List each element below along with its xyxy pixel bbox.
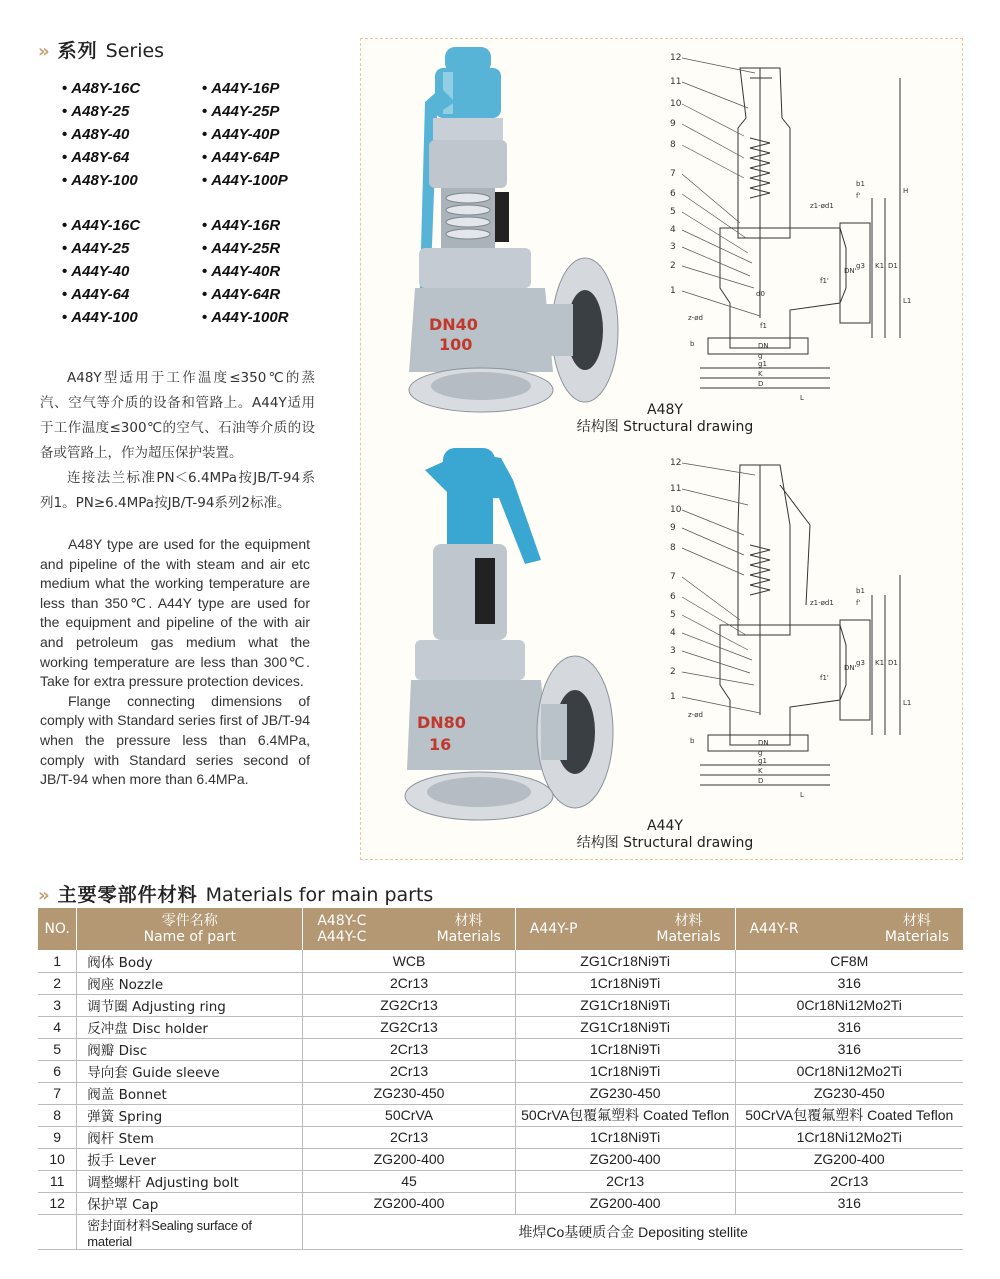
table-row [38, 1016, 963, 1038]
table-row [38, 1104, 963, 1126]
part-label: 8 [670, 140, 676, 150]
material-p: 2Cr13 [515, 1170, 735, 1192]
dim-label: DN' [844, 664, 857, 672]
col-no: NO. [38, 908, 77, 950]
material-r: 316 [735, 972, 963, 994]
series-item: • A44Y-64R [202, 284, 322, 306]
part-name: 阀瓣 Disc [77, 1038, 303, 1060]
materials-heading: » 主要零部件材料 Materials for main parts [38, 884, 434, 906]
dim-label: g1 [758, 360, 767, 368]
dim-label: g [758, 352, 763, 360]
table-header-row [38, 908, 963, 950]
en-paragraph: Flange connecting dimensions of comply with Standard series first of JB/T-94 when the pressure less than 6.4MPa, comply with Standard series second of JB/T-94 when more than 6.4MPa. [40, 692, 310, 788]
row-number: 2 [38, 972, 77, 994]
marking-size: DN40 [429, 315, 478, 334]
series-item: • A48Y-100 [62, 170, 202, 192]
material-c: 2Cr13 [303, 1038, 515, 1060]
material-c: 2Cr13 [303, 972, 515, 994]
part-name: 反冲盘 Disc holder [77, 1016, 303, 1038]
material-p: ZG200-400 [515, 1192, 735, 1214]
dim-label: f' [856, 599, 861, 607]
dim-label: DN' [844, 267, 857, 275]
dim-label: g1 [758, 757, 767, 765]
dim-label: D [758, 380, 764, 388]
material-c: 2Cr13 [303, 1060, 515, 1082]
part-label: 5 [670, 207, 676, 217]
part-name: 弹簧 Spring [77, 1104, 303, 1126]
sealing-value: 堆焊Co基硬质合金 Depositing stellite [303, 1214, 963, 1249]
part-label: 10 [670, 99, 682, 109]
dim-label: z1-ød1 [810, 202, 834, 210]
part-name: 调整螺杆 Adjusting bolt [77, 1170, 303, 1192]
sealing-row [38, 1214, 963, 1249]
series-item: • A44Y-16C [62, 215, 202, 237]
series-item: • A48Y-40 [62, 124, 202, 146]
part-label: 12 [670, 458, 682, 468]
dim-label: d0 [756, 290, 765, 298]
material-p: 50CrVA包覆氟塑料 Coated Teflon [515, 1104, 735, 1126]
part-label: 5 [670, 610, 676, 620]
series-item: • A44Y-40R [202, 261, 322, 283]
material-r: ZG230-450 [735, 1082, 963, 1104]
part-name: 扳手 Lever [77, 1148, 303, 1170]
caption-a44y [545, 818, 785, 852]
structural-drawing-a48y [660, 48, 950, 408]
dim-label: g3 [856, 659, 865, 667]
part-label: 8 [670, 543, 676, 553]
part-label: 7 [670, 169, 676, 179]
double-arrow-icon: » [38, 41, 50, 62]
dim-label: L1 [903, 699, 912, 707]
marking-pn: 100 [439, 335, 473, 354]
material-r: 316 [735, 1016, 963, 1038]
part-label: 6 [670, 592, 676, 602]
materials-table-body [38, 950, 963, 1249]
dim-label: f1' [820, 674, 829, 682]
part-label: 4 [670, 225, 676, 235]
material-r: 0Cr18Ni12Mo2Ti [735, 994, 963, 1016]
materials-table [38, 908, 963, 1250]
chinese-description [40, 366, 315, 516]
series-group-2 [62, 215, 322, 329]
table-row [38, 1170, 963, 1192]
table-row [38, 1082, 963, 1104]
col-p-materials: A44Y-P 材料 Materials [515, 908, 735, 950]
figure-caption: 结构图 Structural drawing [576, 835, 754, 851]
material-p: 1Cr18Ni9Ti [515, 972, 735, 994]
material-r: 2Cr13 [735, 1170, 963, 1192]
material-c: ZG2Cr13 [303, 994, 515, 1016]
material-p: ZG230-450 [515, 1082, 735, 1104]
zh-paragraph: 连接法兰标准PN＜6.4MPa按JB/T-94系列1。PN≥6.4MPa按JB/T-94系列2标准。 [40, 470, 315, 511]
dim-label: b [690, 737, 695, 745]
part-name: 导向套 Guide sleeve [77, 1060, 303, 1082]
series-item: • A44Y-100R [202, 307, 322, 329]
part-label: 1 [670, 692, 676, 702]
dim-label: D1 [888, 659, 898, 667]
material-r: 50CrVA包覆氟塑料 Coated Teflon [735, 1104, 963, 1126]
dim-label: K [758, 767, 763, 775]
part-label: 3 [670, 646, 676, 656]
series-item: • A44Y-25R [202, 238, 322, 260]
material-p: ZG1Cr18Ni9Ti [515, 950, 735, 972]
marking-size: DN80 [417, 713, 466, 732]
figure-model: A44Y [647, 818, 683, 834]
part-name: 调节圈 Adjusting ring [77, 994, 303, 1016]
dim-label: L [800, 791, 804, 799]
series-item: • A44Y-16R [202, 215, 322, 237]
material-r: 316 [735, 1192, 963, 1214]
part-name: 阀盖 Bonnet [77, 1082, 303, 1104]
row-number: 5 [38, 1038, 77, 1060]
material-c: ZG200-400 [303, 1192, 515, 1214]
part-name: 阀杆 Stem [77, 1126, 303, 1148]
sealing-name: 密封面材料Sealing surface of material [77, 1214, 303, 1249]
dim-label: L1 [903, 297, 912, 305]
english-description [40, 535, 310, 790]
material-c: ZG230-450 [303, 1082, 515, 1104]
row-number: 12 [38, 1192, 77, 1214]
valve-photo-a44y [395, 440, 620, 835]
series-item: • A44Y-25P [202, 101, 322, 123]
part-label: 1 [670, 286, 676, 296]
part-label: 2 [670, 667, 676, 677]
series-item: • A44Y-40P [202, 124, 322, 146]
part-label: 11 [670, 77, 682, 87]
dim-label: f1 [760, 322, 767, 330]
row-number: 9 [38, 1126, 77, 1148]
dim-label: z-ød [688, 711, 703, 719]
material-p: 1Cr18Ni9Ti [515, 1038, 735, 1060]
part-label: 3 [670, 242, 676, 252]
table-row [38, 950, 963, 972]
dim-label: z-ød [688, 314, 703, 322]
material-r: 1Cr18Ni12Mo2Ti [735, 1126, 963, 1148]
row-number: 3 [38, 994, 77, 1016]
dim-label: D [758, 777, 764, 785]
series-heading: » 系列 Series [38, 40, 165, 62]
part-label: 9 [670, 119, 676, 129]
structural-drawing-a44y [660, 455, 950, 805]
dim-label: z1-ød1 [810, 599, 834, 607]
row-number: 6 [38, 1060, 77, 1082]
material-r: ZG200-400 [735, 1148, 963, 1170]
row-number: 8 [38, 1104, 77, 1126]
part-label: 12 [670, 53, 682, 63]
table-row [38, 1060, 963, 1082]
dim-label: f1' [820, 277, 829, 285]
material-c: ZG2Cr13 [303, 1016, 515, 1038]
dim-label: DN [758, 342, 769, 350]
row-number: 10 [38, 1148, 77, 1170]
series-item: • A44Y-100P [202, 170, 322, 192]
dim-label: b [690, 340, 695, 348]
material-c: 2Cr13 [303, 1126, 515, 1148]
row-number: 11 [38, 1170, 77, 1192]
double-arrow-icon: » [38, 885, 50, 906]
dim-label: g [758, 749, 763, 757]
material-c: ZG200-400 [303, 1148, 515, 1170]
series-item: • A44Y-100 [62, 307, 202, 329]
figure-model: A48Y [647, 402, 683, 418]
part-label: 10 [670, 505, 682, 515]
part-label: 9 [670, 523, 676, 533]
material-c: 45 [303, 1170, 515, 1192]
dim-label: K1 [875, 659, 885, 667]
part-label: 4 [670, 628, 676, 638]
dim-label: b1 [856, 180, 865, 188]
material-c: WCB [303, 950, 515, 972]
part-leader-lines [682, 463, 760, 713]
row-number: 7 [38, 1082, 77, 1104]
material-p: 1Cr18Ni9Ti [515, 1126, 735, 1148]
part-label: 6 [670, 189, 676, 199]
material-c: 50CrVA [303, 1104, 515, 1126]
valve-photo-a48y [395, 42, 620, 422]
table-row [38, 972, 963, 994]
part-label: 7 [670, 572, 676, 582]
en-paragraph: A48Y type are used for the equipment and pipeline of the with steam and air etc medium what the working temperature are less than 350℃. A44Y type are used for the equipment and pipeline of the with air and petroleum gas medium what the working temperature are less than 300℃. Take for extra pressure protection devices. [40, 536, 310, 690]
dim-label: f' [856, 192, 861, 200]
table-row [38, 1038, 963, 1060]
series-item: • A44Y-25 [62, 238, 202, 260]
part-label: 11 [670, 484, 682, 494]
series-item: • A44Y-16P [202, 78, 322, 100]
dim-label: b1 [856, 587, 865, 595]
marking-pn: 16 [429, 735, 452, 754]
material-r: 316 [735, 1038, 963, 1060]
table-row [38, 1148, 963, 1170]
series-item: • A48Y-25 [62, 101, 202, 123]
series-list [62, 78, 322, 329]
material-r: 0Cr18Ni12Mo2Ti [735, 1060, 963, 1082]
table-row [38, 1126, 963, 1148]
part-name: 阀体 Body [77, 950, 303, 972]
series-item: • A44Y-40 [62, 261, 202, 283]
col-r-materials: A44Y-R 材料 Materials [735, 908, 963, 950]
row-number: 4 [38, 1016, 77, 1038]
dim-label: L [800, 394, 804, 402]
dim-label: K1 [875, 262, 885, 270]
part-name: 阀座 Nozzle [77, 972, 303, 994]
dim-label: D1 [888, 262, 898, 270]
material-p: ZG1Cr18Ni9Ti [515, 994, 735, 1016]
series-item: • A48Y-16C [62, 78, 202, 100]
dim-label: K [758, 370, 763, 378]
material-p: 1Cr18Ni9Ti [515, 1060, 735, 1082]
series-item: • A44Y-64P [202, 147, 322, 169]
series-item: • A48Y-64 [62, 147, 202, 169]
figure-caption: 结构图 Structural drawing [576, 419, 754, 435]
table-row [38, 1192, 963, 1214]
material-p: ZG1Cr18Ni9Ti [515, 1016, 735, 1038]
material-p: ZG200-400 [515, 1148, 735, 1170]
dim-label: H [903, 187, 909, 195]
series-group-1 [62, 78, 322, 192]
dim-label: g3 [856, 262, 865, 270]
part-label: 2 [670, 261, 676, 271]
material-r: CF8M [735, 950, 963, 972]
zh-paragraph: A48Y型适用于工作温度≤350℃的蒸汽、空气等介质的设备和管路上。A44Y适用于工作温度≤300℃的空气、石油等介质的设备或管路上，作为超压保护装置。 [40, 370, 315, 461]
part-name: 保护罩 Cap [77, 1192, 303, 1214]
part-leader-lines [682, 58, 760, 316]
series-item: • A44Y-64 [62, 284, 202, 306]
col-c-materials: A48Y-C A44Y-C 材料 Materials [303, 908, 515, 950]
row-number [38, 1214, 77, 1249]
row-number: 1 [38, 950, 77, 972]
table-row [38, 994, 963, 1016]
col-part-name: 零件名称 Name of part [77, 908, 303, 950]
dim-label: DN [758, 739, 769, 747]
